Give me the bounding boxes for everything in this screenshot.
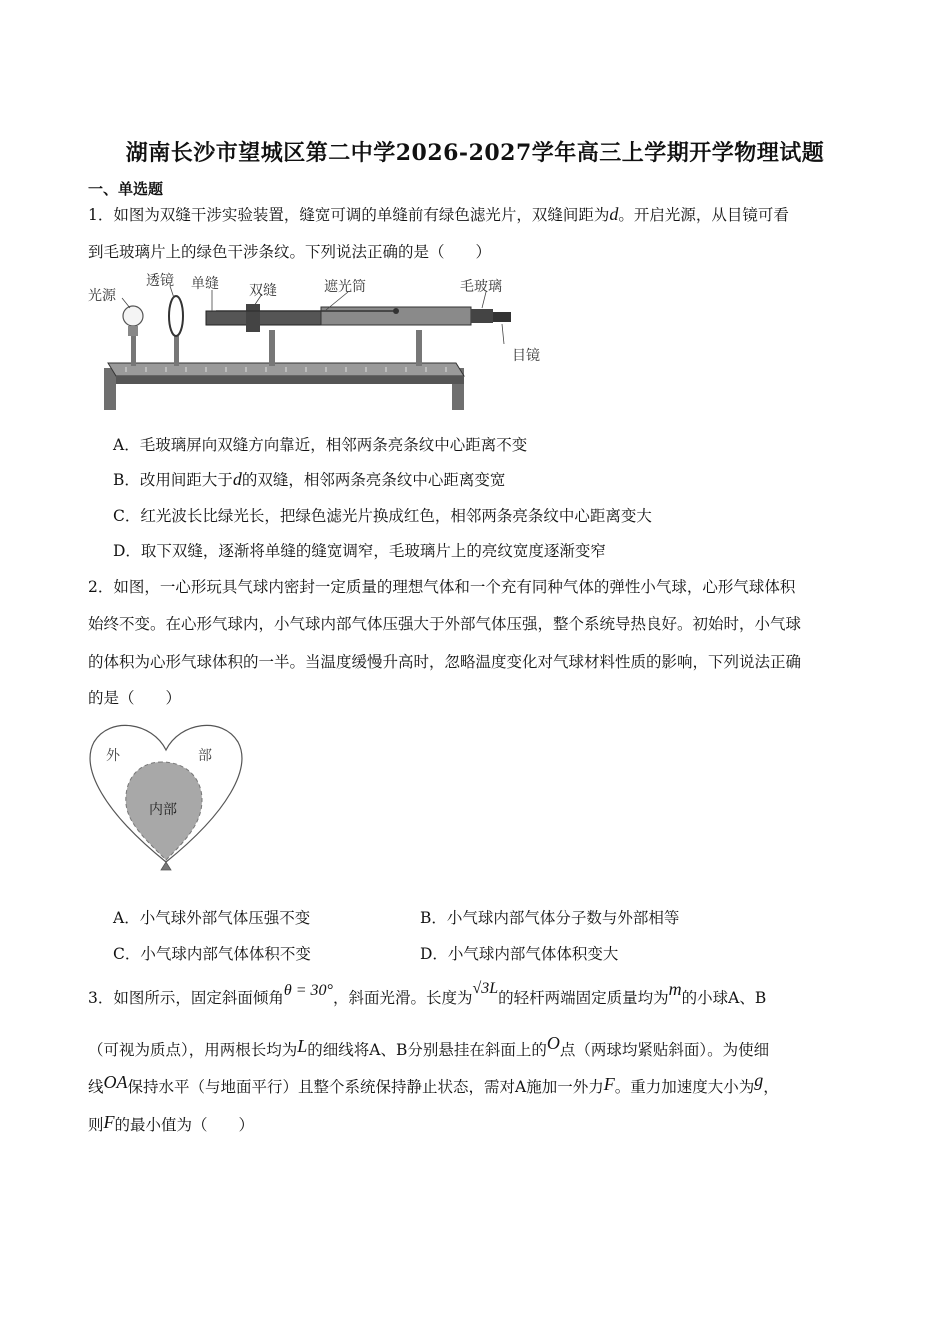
q3-l3-text-b: 保持水平（与地面平行）且整个系统保持静止状态，需对A施加一外力	[127, 1078, 604, 1096]
q1-text-b: 。开启光源，从目镜可看	[618, 206, 789, 224]
page-title: 湖南长沙市望城区第二中学2026-2027学年高三上学期开学物理试题	[125, 140, 825, 166]
q3-theta-expr: θ = 30°	[283, 982, 333, 999]
q3-stem-line3	[88, 1070, 779, 1097]
q2-option-a[interactable]: A．小气球外部气体压强不变	[113, 909, 311, 927]
q1-optb-var-d: d	[232, 469, 242, 489]
q3-l2-text-b: 的细线将A、B分别悬挂在斜面上的	[307, 1041, 547, 1059]
q2-stem-line3: 的体积为心形气球体积的一半。当温度缓慢升高时，忽略温度变化对气球材料性质的影响，下列说法正确	[88, 653, 802, 671]
q3-var-OA: OA	[103, 1072, 128, 1092]
q3-var-F2: F	[103, 1112, 115, 1132]
q3-l1-text-d: 的小球A、B	[681, 989, 767, 1007]
q1-optb-text-b: 的双缝，相邻两条亮条纹中心距离变宽	[241, 471, 506, 489]
q1-optb-text: B．改用间距大于	[113, 471, 233, 489]
q3-var-m: m	[668, 979, 682, 999]
q2-stem-line2: 始终不变。在心形气球内，小气球内部气体压强大于外部气体压强，整个系统导热良好。初始时，小气球	[88, 615, 802, 633]
q3-var-F: F	[603, 1074, 615, 1094]
q2-stem-line1: 2．如图，一心形玩具气球内密封一定质量的理想气体和一个充有同种气体的弹性小气球，心形气球体积	[88, 578, 796, 596]
label-single-slit: 单缝	[191, 276, 219, 292]
q3-l1-text-c: 的轻杆两端固定质量均为	[498, 989, 669, 1007]
q2-option-b[interactable]: B．小气球内部气体分子数与外部相等	[420, 909, 680, 927]
q2-option-d[interactable]: D．小气球内部气体体积变大	[420, 945, 619, 963]
bulb-base	[128, 326, 138, 336]
q3-l4-text-a: 则	[88, 1116, 104, 1134]
label-tube: 遮光筒	[324, 279, 366, 295]
double-slit-apparatus-figure	[86, 268, 556, 418]
q3-l1-text-a: 3．如图所示，固定斜面倾角	[88, 989, 284, 1007]
q3-var-g: g	[754, 1070, 764, 1090]
q2-stem-line4: 的是（ ）	[88, 689, 182, 707]
section-heading: 一、单选题	[88, 180, 164, 198]
rod-knob	[393, 308, 399, 314]
tube-stand-right	[416, 330, 422, 366]
q3-l2-text-c: 点（两球均紧贴斜面）。为使细	[559, 1041, 770, 1059]
heart-balloon-figure	[86, 716, 246, 876]
q3-l3-text-d: ，	[763, 1078, 779, 1096]
label-lens: 透镜	[146, 273, 174, 289]
lamp-stand	[131, 336, 136, 366]
double-slit-mount	[246, 304, 260, 332]
label-double-slit: 双缝	[249, 283, 277, 299]
q3-stem-line2	[88, 1033, 770, 1060]
q3-l3-text-c: 。重力加速度大小为	[614, 1078, 755, 1096]
label-ground-glass: 毛玻璃	[460, 279, 502, 295]
q1-var-d: d	[609, 204, 619, 224]
label-outer-left: 外	[106, 748, 120, 764]
q3-l2-text-a: （可视为质点），用两根长均为	[88, 1041, 298, 1059]
q3-rod-length: √3L	[472, 980, 499, 997]
q3-stem-line4	[88, 1113, 254, 1135]
label-eyepiece: 目镜	[512, 348, 540, 364]
q1-stem-line1	[88, 203, 789, 225]
tube-stand-left	[269, 330, 275, 366]
q1-option-d[interactable]: D．取下双缝，逐渐将单缝的缝宽调窄，毛玻璃片上的亮纹宽度逐渐变窄	[113, 542, 606, 560]
q3-var-L: L	[297, 1036, 308, 1056]
q3-stem-line1	[88, 979, 767, 1008]
q3-l3-text-a: 线	[88, 1078, 104, 1096]
q3-var-O: O	[546, 1033, 560, 1053]
q3-l4-text-b: 的最小值为（ ）	[114, 1116, 255, 1134]
tube-front-section	[206, 311, 321, 325]
label-light-source: 光源	[88, 288, 116, 304]
q1-stem-line2: 到毛玻璃片上的绿色干涉条纹。下列说法正确的是（ ）	[88, 243, 492, 261]
label-outer-right: 部	[198, 748, 212, 764]
q1-text: 1．如图为双缝干涉实验装置，缝宽可调的单缝前有绿色滤光片，双缝间距为	[88, 206, 610, 224]
lens-stand	[174, 336, 179, 366]
q2-option-c[interactable]: C．小气球内部气体体积不变	[113, 945, 311, 963]
ground-glass-holder	[471, 309, 493, 323]
balloon-knot	[161, 862, 171, 870]
rail-left-foot	[104, 368, 116, 410]
q1-option-c[interactable]: C．红光波长比绿光长，把绿色滤光片换成红色，相邻两条亮条纹中心距离变大	[113, 507, 652, 525]
q1-option-a[interactable]: A．毛玻璃屏向双缝方向靠近，相邻两条亮条纹中心距离不变	[113, 436, 528, 454]
eyepiece	[493, 312, 511, 322]
light-bulb	[123, 306, 143, 326]
rail-front	[116, 376, 464, 384]
lens-ring	[169, 296, 183, 336]
q1-option-b[interactable]	[113, 468, 505, 490]
label-inner: 内部	[149, 802, 177, 818]
q3-l1-text-b: ，斜面光滑。长度为	[332, 989, 473, 1007]
